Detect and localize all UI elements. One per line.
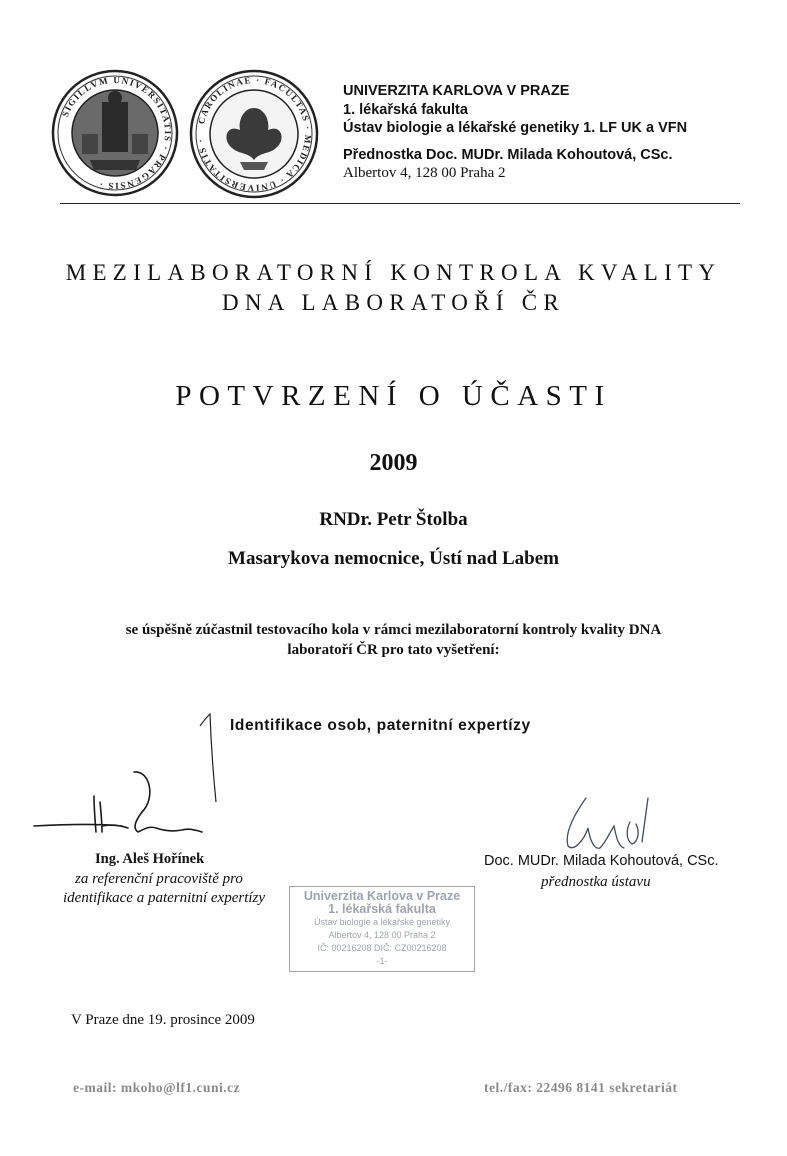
certificate-title: POTVRZENÍ O ÚČASTI [175, 380, 612, 412]
certificate-year: 2009 [369, 450, 418, 476]
svg-text:CAROLINAE · FACULTAS · MEDICA: CAROLINAE · FACULTAS · MEDICA · UNIVERSITATIS · [195, 74, 314, 194]
title-line-1: MEZILABORATORNÍ KONTROLA KVALITY [65, 260, 722, 285]
footer-email: e-mail: mkoho@lf1.cuni.cz [73, 1080, 241, 1095]
faculty-seal-icon [188, 68, 320, 200]
institution-header [343, 82, 687, 183]
stamp-line-2: 1. lékařská fakulta [328, 902, 436, 916]
stamp-line-6: -1- [376, 956, 388, 966]
university-seal-icon [50, 68, 180, 198]
institution-stamp [289, 886, 475, 972]
left-signature-icon [32, 768, 232, 848]
stamp-line-4: Albertov 4, 128 00 Praha 2 [328, 930, 436, 940]
stamp-line-1: Univerzita Karlova v Praze [303, 889, 461, 903]
left-signatory-name: Ing. Aleš Hořínek [95, 851, 205, 867]
right-signatory-name: Doc. MUDr. Milada Kohoutová, CSc. [484, 853, 719, 869]
issue-date: V Praze dne 19. prosince 2009 [71, 1012, 255, 1028]
recipient-institution: Masarykova nemocnice, Ústí nad Labem [228, 548, 559, 569]
recipient-name: RNDr. Petr Štolba [319, 509, 468, 530]
body-line-1: se úspěšně zúčastnil testovacího kola v rámci mezilaboratorní kontroly kvality DNA [125, 622, 662, 638]
university-name: UNIVERZITA KARLOVA V PRAZE [343, 83, 570, 99]
institute-address: Albertov 4, 128 00 Praha 2 [343, 165, 506, 181]
title-line-2: DNA LABORATOŘÍ ČR [221, 290, 566, 315]
examination-type: Identifikace osob, paternitní expertízy [230, 717, 531, 734]
left-signatory-role-2: identifikace a paternitní expertízy [63, 890, 266, 906]
institute-head: Přednostka Doc. MUDr. Milada Kohoutová, CSc. [343, 146, 673, 163]
header-divider [60, 203, 740, 204]
institute-name: Ústav biologie a lékařské genetiky 1. LF UK a VFN [343, 120, 688, 136]
stamp-line-5: IČ: 00216208 DIČ: CZ00216208 [317, 943, 447, 953]
faculty-name: 1. lékařská fakulta [343, 101, 468, 118]
svg-text:SIGILLVM UNIVERSITATIS · PRAGE: SIGILLVM UNIVERSITATIS · PRAGENSIS · [59, 74, 174, 192]
body-line-2: laboratoří ČR pro tato vyšetření: [287, 642, 500, 658]
right-signatory-role: přednostka ústavu [541, 874, 651, 890]
stamp-line-3: Ústav biologie a lékařské genetiky [313, 917, 451, 927]
left-signatory-role-1: za referenční pracoviště pro [75, 871, 243, 887]
footer-phone: tel./fax: 22496 8141 sekretariát [484, 1080, 678, 1095]
